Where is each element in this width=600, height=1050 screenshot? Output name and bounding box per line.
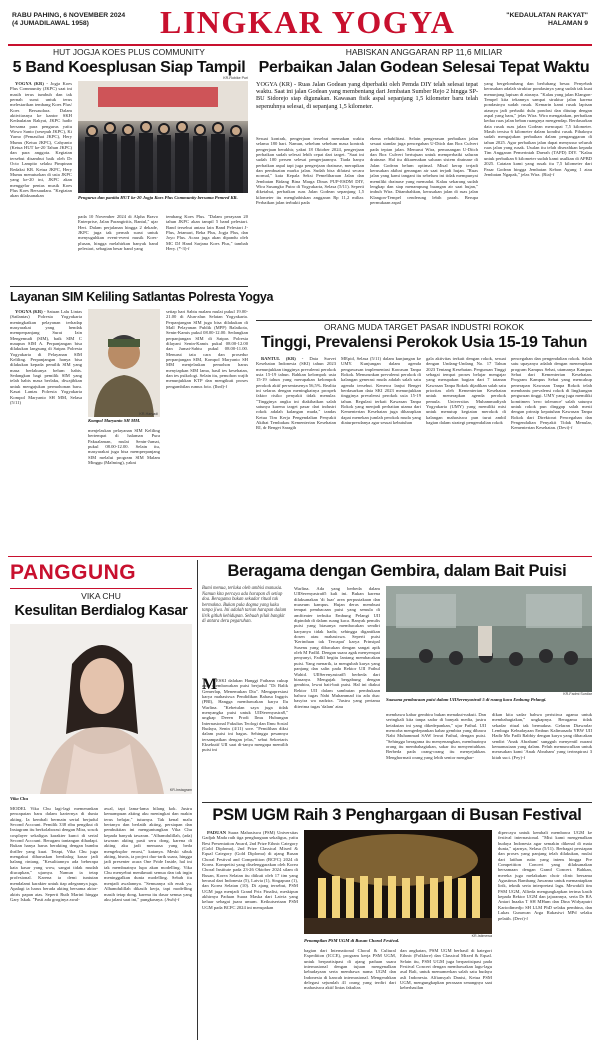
article-column-3: yang bergelombang dan berlubang besar. Penyebab kerusakan adalah struktur pondasinya yang sudah tak kuat menunjang lapisan di atasnya. "Kalau yang jalan Klangon-Tempel kita tekannya sampai struktur jalan karena pondasinya sudah rusak. Kemarin kami rusak lapisan atasnya jadi perbaiki dulu pondasi dan ditutup dengan aspal yang baru," jelas Wira. Wira mengatakan, perbaikan kedua ruas jalan beban ruangnya mengendap. Berdasarkan data rusak ruas jalan Godean mencapai 7,5 kilometer. Masih tersisa 6 kilometer dalam kondisi rusak. Pihaknya sudah mengajukan perbaikan dalam penganggaran di tahun 2025. Agar perbaikan jalan dapat menyusur seluruh ruas jalan yang rusak. Usulan itu telah diserahkan kepada Tim Anggaran Pemerintah Daerah (TAPD) DIY. "Kalau untuk perbaikan 6 kilometer sudah kami usulkan di APBD 2025. Catatan kami yang rusak itu 7,5 kilometer dari Pasar Godean hingga Jembatan Kebon Agung 1 atau Jembatan Ngapak," jelas Wira. (Ria)-f xyxy=(484,81,593,177)
article-column-1: ESKI dalakan Hanggi Fathana cukup apik membawakan puisi berjudul "Di Balik Gemerlap, Menemukan Dia". Mengapresiasi karya mahasiswa Pendidikan Bahasa Inggris (PBI), Hangga membawakan karya Ilu Warlina. "Kebetulan saya juga tidak menyangka puisi untuk UIISerenyastra8," ungkap Deeen Prodi Ilmu Hubungan Internasional Fakultas Teologi dan Ilmu Sosial Budaya, Senin (4/11) sore. "Pemilihan diksi dalam puisi ini bagus. Sehingga pesannya tersampaikan dengan jelas," sebut Sekretaris Eksekutif UII saat di-tanya mengapa memilih puisi ini xyxy=(202,678,288,753)
event-illustration xyxy=(386,586,592,692)
section-divider xyxy=(10,286,248,287)
choir-photo xyxy=(304,830,492,934)
photo-credit: KR-Instagram xyxy=(169,788,192,792)
portrait-photo xyxy=(88,309,160,417)
article-column-2: MEpid, Selasa (5/11) dalam kunjungan ke UMY. Kunjungan dalam agenda pengawasan implementasi Kawasan Tanpa Rokok. Menurunkan prevalensi perokok di kalangan generasi muda adalah salah satu agenda tersebut. Kenewa lanjut Benget berdasarkan data SKI 2023 menunjukkan tingginya prevalensi perokok usia 15-19 tahun. Regulasi terkait Kawasan Tanpa Rokok yang menjadi perhatian utama dari Kementerian Kesehatan juga diharapkan dapat menekan jumlah perokok muda yang diaturpresdanya agar sesuai kebutuhan xyxy=(341,356,421,426)
article-column-1: MODEL Vika Chu lagi-lagi memerankan pencapaian baru dalam kariernya di dunia akting. Ia kembali bermain serial berjudul Second Account. Pemilik 338 ribu pengikut di Instagram itu berkolaborasi dengan Mira, sosok cosplayer sekaligus karakter kunci di serial Second Account. Beragam tantangan dihadapi. Bukan hanya harus berakting dengan bumbu thriller yang kuat. Tetapi, Vika Chu juga mengakui diharuskan berdialog kasar jadi halang rintang. "Kesulitannya ada beberapa kata kasar yang wow, sangat tidak mudah diucapkan," ujarnya. Namun ia tetap profesional. Karena ia demi tuntutan mendalami karakter untuk tiap adegannya juga. Apalagi ia harus berada akting bersama aktor-aktris papan atas. Seperti Ruth Marini hingga Gary Iskak. "Pasti ada groginya awal- xyxy=(10,806,98,902)
group-photo xyxy=(78,81,248,193)
logo-word-yogya: YOGYA xyxy=(331,4,456,40)
artist-illustration xyxy=(10,624,192,794)
article-headline: Beragama dengan Gembira, dalam Bait Puisi xyxy=(227,562,567,580)
artist-byline: VIKA CHU xyxy=(81,591,121,601)
photo-caption: Kompol Maryanto SH MM. xyxy=(88,418,141,423)
choir-illustration xyxy=(304,830,492,934)
article-column-2: awal, tapi lama-lama hilang kok. Justru kemampuan akting aku meningkat dan makin terus belajar," tuturnya. Tak kenal malu bertanya dan berlatih akting, persiapan dan pembuktian ini menguntungkan Vika Chu kepada banyak tawaran. "Alhamdulillah, (ada) tawaran akting pasti seru dong, karena di akting aku jadi menuasa yang beda mengeksplor emosi," katanya. Meski sibuk akting, bisnis, ia project duo-tarik suara, hingga jadi presenter acara One Pride Inside, hal ini tak membuatnya lupa akan modelling. Vika Chu menyebut menikmati semua dan tak ingin meninggalkan dunia modelling. Sebab itu menjadi awalannya. "Semuanya sih enak yu. Alhamdulillah dikasih kerja, tapi modelling masih tetap dong, karena itu dasar semua yang aku jalani saat ini," pungkasnya. (Awh)-f xyxy=(104,806,192,902)
photo-caption: Pengurus dan panitia HUT ke-20 Jogja Koes Plus Community bersama Pemred KR. xyxy=(78,195,238,200)
publication-info xyxy=(470,12,588,28)
article-column-1: Sesuai kontrak, pengerjaan tersebut memakan waktu selama 180 hari. Namun, sebelum sebelum masa kontrak pengerjaan berakhir, yakni 18 Oktober 2024, pengerjaan perbaikan sudah selesai lebih cepat dari target. "Saat ini sudah 100 persen selesai pengerjaannya. Tiada hanya perbaikan aspal tapi juga pengerjaan drainase, merapikan dan pembuatan marka jalan. Sudah bisa difatasi secara normal," kata Kepala Seksi Pemeliharaan Jalan dan Jembatan Bidang Bina Marga Dinas PUP-ESDM DIY, Wira Susangko Putro di Yogyakarta, Selasa (5/11). Seperti diketahui, perbaikan ruas Jalan Godean sepanjang 1,5 kilometer itu menghabiskan anggaran Rp 11,2 miliar. Perbaikan jalan terbukti pada xyxy=(256,136,364,206)
article-column-3: tembang Koes Plus. "Dalam perayaan 20 tahun JKPC akan tampil 5 band pelestari. Band tersebut antara lain Band Pelestari J-Plus, Jetamari, Beka Plus, Jogja Plus, dan Joyo Plus. Acara juga akan dipandu oleh MC DJ Hand Sarjana Koes Plus," tambah Hery. (*-3)-f xyxy=(166,214,248,252)
article-column-4: dikan kita sadar bahwa peristiwa agama untuk membahagiakan," ungkapnya. Beragama tidak sekadar ritual tak bermakna. Gelaran Diawarlar Lembaga Kebudayaan Embun Kalimasada YBW UII Hadir Mo Fadli Rabbiy dengan karya yang dibacakan sendiri 'Anak Abraham' sungguh menyentil nurani kemanusiaan yang dalam. Peluh memunculkan untuk merasakan kami 'Anak Abraham' yang terinspirasi 3 kitab suci. (Fey)-f xyxy=(492,712,592,760)
article-column-2: Warlina. Ada yang berbeda dalam UIISerenyastra#5 kali ini. Bukan karena dilaksanakan 'di luar' area perpustakaan dan museum kampus. Hujan deras membuat tempat pembacaan puisi yang semula di amfiteater terbuka Embung Pelangi UII dipindah di dalam ruang kaca. Banyak penulis puisi yang biasanya membacakan sendiri karyanya tidak hadir, sehingga digantikan dosen atau mahasiswa. Seperti puisi 'Kerinduan tak Tercapai' karya Prinsipal Susenu yang dibacakan dengan sangat apik oleh M Fadlil. Dengan suara agak menyerupai penyanyi, Fadlil begitu lantang membacakan puisi. Yang menarik, ia mengubah karya yang panjang dan salin pada Rektor UII Fathul Wahid. UIISerenyastra#5 berbeda dari biasanya. Mengajak bergabung dengan gembira, lewat bait-bait puisi. Hal ini diakui Rektor UII dalam sambutan pembukaan bahwa tugas Nabi Muhammad itu ada dua: basyira wa nadzira. "Justru yang pertama diterima tugas 'dalam' atau xyxy=(294,586,380,709)
issue-date xyxy=(12,12,152,28)
section-divider xyxy=(256,320,592,321)
article-headline: PSM UGM Raih 3 Penghargaan di Busan Festival xyxy=(212,806,582,824)
section-underline xyxy=(10,588,192,589)
article-column-2: pada 10 November 2024 di Alpha Bravo Enterprise, Jalan Parangtritis, Bantul," ujar Heri. Dalam perjalanan hingga 2 dekade, JKPC juga tak pernah surut untuk menyuguhkan event-event musik Koes-plusan, hingga melahirkan banyak band pelestari, sebagian besar band yang xyxy=(78,214,158,252)
article-column-4: dipercaya untuk kembali membawa UGM ke festival internasional. "Misi kami mengenalkan budaya Indonesia agar semakin dikenal di mata dunia," ujarnya, Selasa (5/11). Berbagai persiapan dan proses yang panjang telah dilakukan, mulai dari latihan rutin yang intens hingga Pre Competition Concert yang dilaksanakan bersamaan dengan Grand Concert. Bahkan, mereka juga melakukan choir clinic bersama Agustinus Bambang Juwanna untuk memantapkan lirik, teknik serta interpretasi lagu. Mewakili tim PSM UGM, Allieda mengungkapkan terima kasih kepada Rektor UGM dan jajarannya, serta Dr RA Antari Inaaka T SH MHum dan Dina Widyaputri Kariodimedjo SH LLM PhD selaku pembina, dan Lukas Gunawan Arga Rakasiwi MPd selaku pelatih. (Devi)-f xyxy=(498,830,592,921)
article-kicker: ORANG MUDA TARGET PASAR INDUSTRI ROKOK xyxy=(323,322,525,332)
article-headline: Tinggi, Prevalensi Perokok Usia 15-19 Tahun xyxy=(260,334,588,351)
issue-date-line: RABU PAHING, 6 NOVEMBER 2024 xyxy=(12,12,126,19)
article-column-1: Jogja Koes Plus Community (JKPC) saat ini masih terus tumbuh dan tak pernah surut untuk terus melestarikan tembang Koes Plus/ Koes Bersaudara. Dalam aktivitasnya ke kantor SKH Kedaulatan Rakyat, JKPC hadir bersama para pengurus yaitu Wowo Santo (sesepuh JKPC), Ki Yarno (Pemasihat JKPC), Hery Mumu (Ketua JKPC), Cahyanto (Ketua HUT ke-20 Tahun JKPC) dan para anggota. Kegiatan tersebut disambut baik oleh Dr Octo Lampito selaku Pimpinan Redaksi KR. Ketua JKPC, Hery Mumu menuturkan di usia JKPC yang ke-20 ini, JKPC akan menggelar pentas musik Koes Plus Koes Bersaudara. "Kegiatan akan dilaksanakan xyxy=(10,81,72,199)
drop-cap: M xyxy=(202,676,218,693)
logo-word-lingkar: LINGKAR xyxy=(160,4,324,40)
article-column-3: dan angkatan, PSM UGM berhasil di kategori Ethnic (Folklore) dan Classical Mixed & Equal. Selain itu, PSM UGM juga berpartisipasi pada Festival Concert dengan membawakan lagu-lagu asal Bali, untuk memamerkan salah satu budaya asli Indonesia. Alfiansyah Danisi, Ketua PSM UGM, mengungkapkan perasaan senangnya saat keberhasilan xyxy=(400,948,492,991)
article-column-4: pencegahan dan pengendalian rokok. Salah satu upayanya adalah dengan menerapkan program Kampus Sehat, utamanya Kampus Sehat dari Kementerian Kesehatan. Program Kampus Sehat yang mencakup penerapan Kawasan Tanpa Rokok telah membantu prevalensi rokok di lingkungan perguruan tinggi. UMY yang juga memiliki komitmen 'zero tolerance' salah satunya untuk rokok pun dinggap salah mesti dengan prinsip kepatuhan Kawasan Tanpa Rokok dari Direktorat Pencegahan dan Pengendalian Penyakit Tidak Menular, Kementerian Kesehatan. (Devi)-f xyxy=(511,356,592,431)
article-headline: Layanan SIM Keliling Satlantas Polresta Yogya xyxy=(10,290,274,304)
poem-excerpt: Bumi menua, terluka oleh ambisi manusia. Namun kita percaya ada harapan di setiap doa. Beragama bukan sekadar ritual tak bermakna. Bukan pula dogma yang kaku tanpa jiwa. Ini adalah tarian harapan dalam lirik gitluh kehidupan. Sebuah pilak bangkit di antara deru pegaruhan. xyxy=(202,586,287,624)
article-column-1 xyxy=(202,830,298,1042)
photo-credit: KR-Haryadi xyxy=(139,412,158,416)
article-kicker: HABISKAN ANGGARAN RP 11,6 MILIAR xyxy=(345,47,503,57)
group-photo-illustration xyxy=(78,81,248,193)
page-number: HALAMAN 9 xyxy=(547,20,588,27)
column-divider xyxy=(197,560,198,1040)
article-column-2: ekena rehabilitasi. Selain pengerasan perbaikan jalan sesuai standar juga pencegahan U-Ditch dan Box Culvert pada tepian jalan. Menurut Wira, pemasangan U-Ditch dan Box Culvert bertujuan untuk memperbaiki saluran drainase. Hal itu dikarenakan saluran sistem drainase di Jalan Godean belum optimal. Misal kerap terjadi kerusakan akibat genangan air saat terjadi hujan. "Ruas jalan yang kami tangani itu sebelum ini tidak mempunyai memiliki drainase yang memadai. Kalau sekarang sudah lengkap dan siap menampung buangan air saat hujan," imbuh Wira. Ditambahkan, kerusakan jalan di ruas jalan Klangon-Tempel cenderung lebih parah. Berupa permukaan aspal xyxy=(370,136,478,206)
photo-caption: Vika Chu xyxy=(10,796,29,801)
masthead-rule xyxy=(8,44,592,46)
article-column-3: membawa kabar gembira bukan menakut-nakuti. Dan seringkali kita tanpa sadar di banyak media, justru ketakutan ini yang dikedepankan," ujar Fathul. UII mencoba mengedepankan kabar gembira yang dibawa Nabi Muhammad SAW lewat Fathul, dengan puisi. "Sehingga beragama itu menyenangkan, membuatnya orang itu membahagiakan, sakar itu menyentuhkan. Berbeda pada orang-orang itu menyejukkan. Menghormati orang yang lebih senior menghar- xyxy=(386,712,486,760)
article-column-3: gala aktivitas terkait dengan rokok, sesuai dengan Undang-Undang No. 17 Tahun 2023 Tentang Kesehatan. Perguruan Tinggi sebagai tempat proses belajar mengajar yang merupakan bagian dari 7 tatanan Kawasan Tanpa Rokok dijadikan salah satu prioritas oleh Kementerian Kesehatan untuk menerapkan agenda perokok pemula. Universitas Muhammadiyah Yogyakarta (UMY) yang memiliki misi untuk menutup kegiatan merokok di kalangan mahasiswa pun turut ambil bagian dalam strategi pengendalian rokok xyxy=(426,356,506,426)
article-column-1 xyxy=(10,309,82,549)
photo-credit: KR-Fadmi Surdiar xyxy=(563,692,592,696)
article-dateline: YOGYA (KR) - xyxy=(15,81,48,86)
article-kicker: HUT JOGJA KOES PLUS COMMUNITY xyxy=(53,47,205,57)
article-column-2: bagian dari International Choral & Cultural Expedition (ICCE), program kerja PSM UGM, untuk berpartisipasi di ajang paduan suara internasional dengan tujuan mengenalkan kebudayaan serta membawa nama UGM dan Indonesia di kancah internasional. Mengerahkan delegasi sejumlah 41 orang yang terdiri dari mahasiswa aktif lintas fakultas xyxy=(304,948,396,991)
publication-tagline: "KEDAULATAN RAKYAT" xyxy=(506,12,588,19)
article-column-2: menjelaskan pelayanan SIM Keliling bertempat di halaman Pura Pakualaman, mulai Senin-Jumat, pukul 08.00-12.00. Selain itu, masyarakat juga bisa memperpanjang SIM melalui program SIM Malam Minggu (Malming), yakni xyxy=(88,428,160,466)
article-headline: 5 Band Koesplusan Siap Tampil xyxy=(12,59,246,76)
article-dateline: PADUAN xyxy=(207,830,227,835)
article-column-1-text: Satuan Lalu Lintas (Satlantas) Polresta Yogyakarta meningkatkan pelayanan terhadap masyarakat yang hendak memperpanjang Surat Izin Mengemudi (SIM), baik SIM C maupun SIM A. Perpanjangan bisa dilakukan langsung di Satpas Polresta Yogyakarta di Pelayanan SIM Keliling. Perpanjangan hanya bisa dilakukan kepada pemilik SIM yang masa berlakunya belum habis. Sedangkan bagi pemilik SIM yang telah habis masa berlaku, diwajibkan untuk mengajukan permohonan baru. Kasat Lantas Polresta Yogyakarta Kompol Maryanto SH MM, Selasa (5/11) xyxy=(10,309,82,405)
article-dateline: BANTUL (KR) - xyxy=(261,356,304,361)
article-headline: Kesulitan Berdialog Kasar xyxy=(14,603,188,619)
article-column-1-text: Data Survei Kesehatan Indonesia (SKI) tahun 2023 menunjukkan tingginya prevalensi perokok usia 15-19 tahun. Bahkan kelompok usia 15-19 tahun yang merupakan kelompok perokok aktif persentasenya 56,5%. Realita ini selaras dengan meningkatnya prospek faktor risiko penyakit tidak menular. "Tingginya angka ini diakibatkan salah satunya karena target pasar dari industri rokok adalah kalangan muda," tandas Ketua Tim Kerja Pengendalian Penyakit Akibat Tembakau Kementerian Kesehatan RI, dr Benget Saragih xyxy=(256,356,336,431)
article-column-1-text: Suara Mahasiswa (PSM) Universitas Gadjah Mada raih tiga penghargaan sekaligus, yaitu Best Presentation Award, 2nd Prize Ethnic Category (Gold Diploma), 2nd Prize Classical Mixed & Equal Category (Gold Diploma) di ajang Busan Choral Festival and Competition (BCFC) 2024 di Korea. Kompetisi yang diselenggarakan oleh Korea Choral Institute pada 23-26 Oktober 2024 silam di Busan, Korea Selatan itu diikuti oleh 17 tim yang berasal dari Indonesia (5), Latvia (1), Singapura (1), dan Korea Selatan (10). Di ajang tersebut, PSM UGM juga menjadi Grand Prix Finalist, meskipun akhirnya Paduan Suara Maska dari Latvia yang keluar sebagai juara umum. Keikutsertaan PSM UGM pada BCFC 2024 ini merupakan xyxy=(202,830,298,910)
section-banner: PANGGUNG xyxy=(10,561,137,584)
page-title xyxy=(160,2,456,42)
page-divider xyxy=(8,556,592,557)
article-lead: YOGYA (KR) - Ruas Jalan Godean yang diperbaiki oleh Pemda DIY telah selesai tepat waktu. Saat ini jalan Godean yang membentang dari Jembatan Sumber Rejo 2 hingga SP-BU Sidorejo siap digunakan. Kawasan fisik aspal sepanjang 1,5 kilometer baru telah sepenuhnya selesai, di sepanjang 1,5 kilometer. xyxy=(256,81,479,110)
artist-photo xyxy=(10,624,192,794)
photo-caption: Suasana pembacaan puisi dalam UIISerenyastra# 5 di ruang kaca Embung Pelangi. xyxy=(386,697,547,702)
article-body xyxy=(10,81,72,281)
event-photo xyxy=(386,586,592,692)
article-column-1 xyxy=(256,356,336,552)
photo-credit: KR-Robike Puri xyxy=(223,76,248,80)
article-column-3: setiap hari Sabtu malam mulai pukul 19.00-21.00 di Alun-alun Selatan Yogyakarta. Perpanjangan SIM juga bisa dilakukan di Mall Pelayanan Publik (MPP) Balaikota, Senin-Kamis pukul 08.00-12.00. Sedangkan perpanjangan SIM di Satpas Polresta dilayani Senin-Kamis pukul 08.00-12.00 dan Jumat-Sabtu pukul 08.00-11.00. Menurut tata cara dan prosedur perpanjangan SIM, Kompol Maryanto SH MM menjelaskan pemohon harus menyiapkan SIM lama, hasil tes kesehatan, dan tes psikologi. Selain itu, pemohon wajib menunjukkan KTP dan mengikuti proses pengambilan rumus foto. (Ihrd)-f xyxy=(166,309,248,389)
portrait-illustration xyxy=(88,309,160,417)
issue-hijri-date: (4 JUMADILAWAL 1958) xyxy=(12,20,89,27)
section-divider xyxy=(202,802,592,803)
article-dateline: YOGYA (KR) - xyxy=(15,309,46,314)
photo-caption: Penampilan PSM UGM di Busan Choral Festival. xyxy=(304,938,400,943)
article-headline: Perbaikan Jalan Godean Selesai Tepat Waktu xyxy=(258,59,590,76)
photo-credit: KR-Istimewa xyxy=(471,934,492,938)
